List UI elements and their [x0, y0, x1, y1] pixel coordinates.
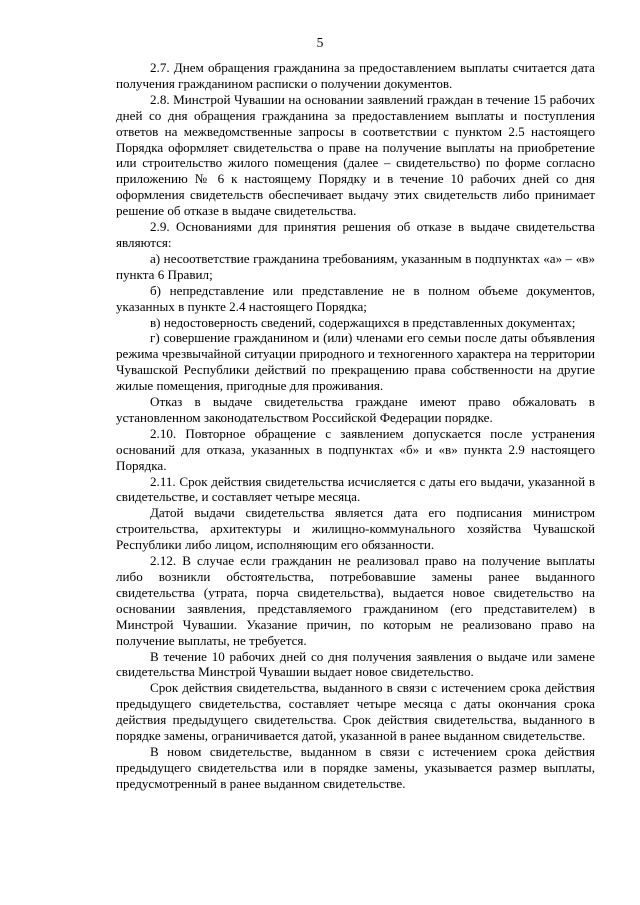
paragraph-2-7: 2.7. Днем обращения гражданина за предоставлением выплаты считается дата получения гражданином расписки о получении документов. [116, 60, 595, 91]
paragraph-payment-amount: В новом свидетельстве, выданном в связи с истечением срока действия предыдущего свидетельства или в порядке замены, указывается размер выплаты, предусмотренный в ранее выданном свидетельстве. [116, 743, 595, 791]
paragraph-refusal-appeal: Отказ в выдаче свидетельства граждане имеют право обжаловать в установленном законодательством Российской Федерации порядке. [116, 394, 595, 425]
paragraph-2-8: 2.8. Минстрой Чувашии на основании заявлений граждан в течение 15 рабочих дней со дня обращения гражданина за предоставлением выплаты и поступления ответов на межведомственные запросы в соответствии с пунктом 2.5 настоящего Порядка оформляет свидетельства о праве на получение выплаты на приобретение или строительство жилого помещения (далее – свидетельство) по форме согласно приложению № 6 к настоящему Порядку и в течение 10 рабочих дней со дня оформления свидетельств обеспечивает выдачу этих свидетельств либо принимает решение об отказе в выдаче свидетельства. [116, 91, 595, 219]
paragraph-2-9-b: б) непредставление или представление не в полном объеме документов, указанных в пункте 2.4 настоящего Порядка; [116, 282, 595, 314]
paragraph-2-11: 2.11. Срок действия свидетельства исчисляется с даты его выдачи, указанной в свидетельстве, и составляет четыре месяца. [116, 473, 595, 505]
paragraph-2-12: 2.12. В случае если гражданин не реализовал право на получение выплаты либо возникли обстоятельства, потребовавшие замены ранее выданного свидетельства (утрата, порча свидетельства), выдается новое свидетельство на основании заявления, представляемого гражданином (его представителем) в Минстрой Чувашии. Указание причин, по которым не реализовано право на получение выплаты, не требуется. [116, 553, 595, 648]
page-number: 5 [316, 35, 324, 50]
paragraph-replacement-term: В течение 10 рабочих дней со дня получения заявления о выдаче или замене свидетельства Минстрой Чувашии выдает новое свидетельство. [116, 648, 595, 680]
paragraph-2-9-v: в) недостоверность сведений, содержащихся в представленных документах; [150, 314, 576, 330]
paragraph-2-9-a: а) несоответствие гражданина требованиям, указанным в подпунктах «а» – «в» пункта 6 Правил; [116, 250, 595, 282]
paragraph-issue-date: Датой выдачи свидетельства является дата его подписания министром строительства, архитектуры и жилищно-коммунального хозяйства Чувашской Республики либо лицом, исполняющим его обязанности. [116, 505, 595, 553]
paragraph-2-9: 2.9. Основаниями для принятия решения об отказе в выдаче свидетельства являются: [116, 219, 595, 250]
paragraph-2-9-g: г) совершение гражданином и (или) членами его семьи после даты объявления режима чрезвычайной ситуации природного и техногенного характера на территории Чувашской Республики действий по прекращению права собственности на другие жилые помещения, пригодные для проживания. [116, 330, 595, 394]
paragraph-validity-new: Срок действия свидетельства, выданного в связи с истечением срока действия предыдущего свидетельства, составляет четыре месяца с даты окончания срока действия предыдущего свидетельства. Срок действия свидетельства, выданного в порядке замены, ограничивается датой, указанной в ранее выданном свидетельстве. [116, 680, 595, 744]
paragraph-2-10: 2.10. Повторное обращение с заявлением допускается после устранения оснований для отказа, указанных в подпунктах «б» и «в» пункта 2.9 настоящего Порядка. [116, 425, 595, 473]
document-body [116, 60, 595, 792]
